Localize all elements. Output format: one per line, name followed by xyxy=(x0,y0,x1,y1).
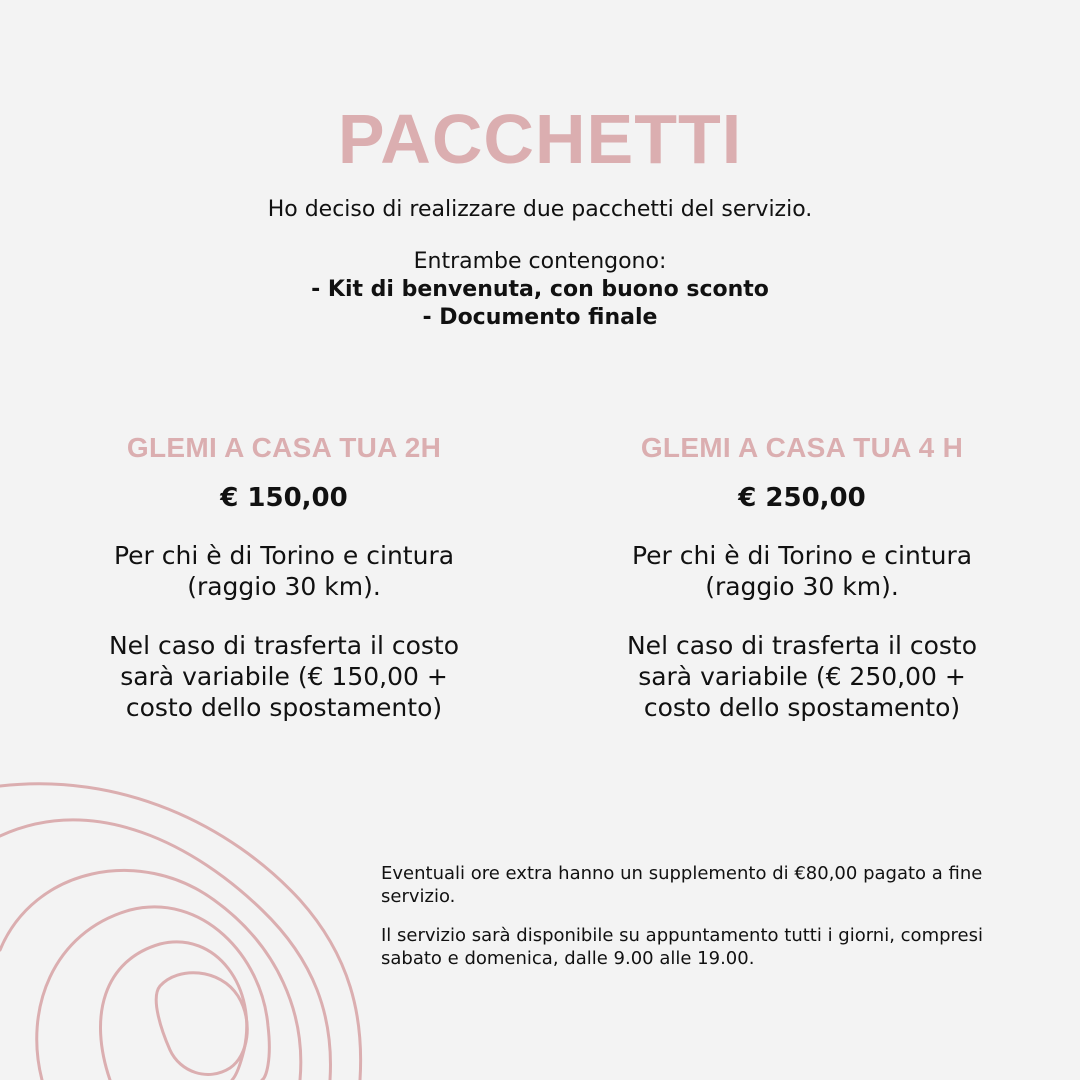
package-card-4h xyxy=(592,432,1012,723)
includes-item-final-document: - Documento finale xyxy=(422,305,658,330)
contour-ring-5 xyxy=(100,942,246,1080)
package-area-text: Per chi è di Torino e cintura (raggio 30 km). xyxy=(113,541,455,601)
package-area-text: Per chi è di Torino e cintura (raggio 30 km). xyxy=(631,541,973,601)
includes-heading: Entrambe contengono: xyxy=(413,249,667,274)
contour-ring-6 xyxy=(156,973,247,1075)
package-travel-text: Nel caso di trasferta il costo sarà variabile (€ 250,00 + costo dello spostamento) xyxy=(626,631,978,722)
package-title: GLEMI A CASA TUA 2H xyxy=(126,432,442,463)
intro-block xyxy=(0,196,1080,332)
package-card-2h xyxy=(74,432,494,723)
note-extra-hours: Eventuali ore extra hanno un supplemento di €80,00 pagato a fine servizio. xyxy=(381,863,983,907)
package-travel-text: Nel caso di trasferta il costo sarà variabile (€ 150,00 + costo dello spostamento) xyxy=(108,631,460,722)
includes-item-welcome-kit: - Kit di benvenuta, con buono sconto xyxy=(311,277,769,302)
intro-subtitle: Ho deciso di realizzare due pacchetti del servizio. xyxy=(267,197,813,222)
notes-block xyxy=(381,862,1001,986)
package-title: GLEMI A CASA TUA 4 H xyxy=(640,432,964,463)
intro-spacer xyxy=(0,224,1080,248)
package-price: € 250,00 xyxy=(738,483,866,513)
note-availability: Il servizio sarà disponibile su appuntamento tutti i giorni, compresi sabato e domenica, dalle 9.00 alle 19.00. xyxy=(381,925,983,969)
contour-ring-1 xyxy=(0,784,361,1080)
page-title: PACCHETTI xyxy=(337,100,743,178)
contour-lines-decoration-icon xyxy=(0,760,380,1080)
contour-ring-3 xyxy=(0,870,301,1080)
package-price: € 150,00 xyxy=(220,483,348,513)
